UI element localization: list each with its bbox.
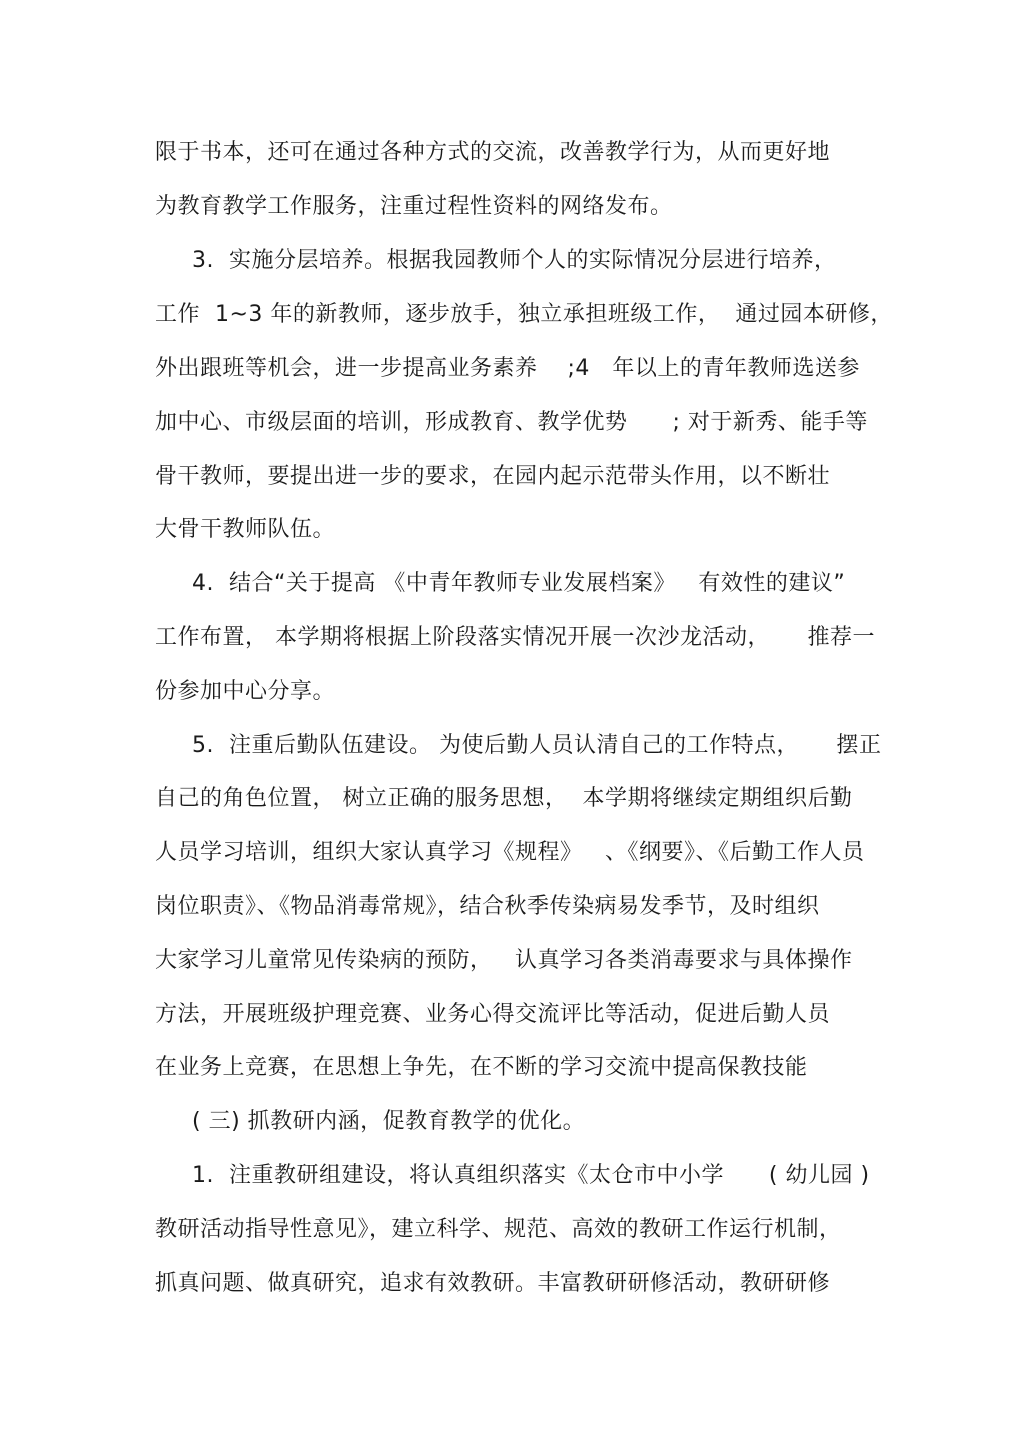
paragraph-line: 3. 实施分层培养。根据我园教师个人的实际情况分层进行培养， bbox=[192, 248, 837, 273]
paragraph-line: 自己的角色位置， 树立正确的服务思想， 本学期将继续定期组织后勤 bbox=[155, 786, 853, 811]
paragraph-line: 工作 1~3 年的新教师，逐步放手，独立承担班级工作， 通过园本研修， bbox=[155, 302, 893, 327]
paragraph-line: 4. 结合“关于提高 《中青年教师专业发展档案》 有效性的建议” bbox=[192, 571, 846, 596]
paragraph-line: 5. 注重后勤队伍建设。 为使后勤人员认清自己的工作特点， 摆正 bbox=[192, 733, 882, 758]
paragraph-line: 1. 注重教研组建设，将认真组织落实《太仓市中小学 ( 幼儿园 ) bbox=[192, 1163, 870, 1188]
paragraph-line: 大家学习儿童常见传染病的预防， 认真学习各类消毒要求与具体操作 bbox=[155, 948, 853, 973]
paragraph-line: 大骨干教师队伍。 bbox=[155, 517, 336, 542]
paragraph-line: 为教育教学工作服务，注重过程性资料的网络发布。 bbox=[155, 194, 673, 219]
paragraph-line: 在业务上竞赛，在思想上争先，在不断的学习交流中提高保教技能 bbox=[155, 1055, 808, 1080]
paragraph-line: 外出跟班等机会，进一步提高业务素养 ;4 年以上的青年教师选送参 bbox=[155, 356, 860, 381]
paragraph-line: 工作布置， 本学期将根据上阶段落实情况开展一次沙龙活动， 推荐一 bbox=[155, 625, 875, 650]
paragraph-line: 教研活动指导性意见》，建立科学、规范、高效的教研工作运行机制， bbox=[155, 1217, 842, 1242]
paragraph-line: 抓真问题、做真研究，追求有效教研。丰富教研研修活动，教研研修 bbox=[155, 1271, 831, 1296]
paragraph-line: 方法，开展班级护理竞赛、业务心得交流评比等活动，促进后勤人员 bbox=[155, 1002, 831, 1027]
paragraph-line: 人员学习培训，组织大家认真学习《规程》 、《纲要》、《后勤工作人员 bbox=[155, 840, 865, 865]
paragraph-line: 限于书本，还可在通过各种方式的交流，改善教学行为，从而更好地 bbox=[155, 140, 831, 165]
paragraph-line: 岗位职责》、《物品消毒常规》，结合秋季传染病易发季节，及时组织 bbox=[155, 894, 820, 919]
paragraph-line: 份参加中心分享。 bbox=[155, 679, 336, 704]
section-heading: ( 三) 抓教研内涵，促教育教学的优化。 bbox=[192, 1109, 586, 1134]
paragraph-line: 加中心、市级层面的培训，形成教育、教学优势 ; 对于新秀、能手等 bbox=[155, 410, 868, 435]
paragraph-line: 骨干教师，要提出进一步的要求，在园内起示范带头作用，以不断壮 bbox=[155, 464, 831, 489]
